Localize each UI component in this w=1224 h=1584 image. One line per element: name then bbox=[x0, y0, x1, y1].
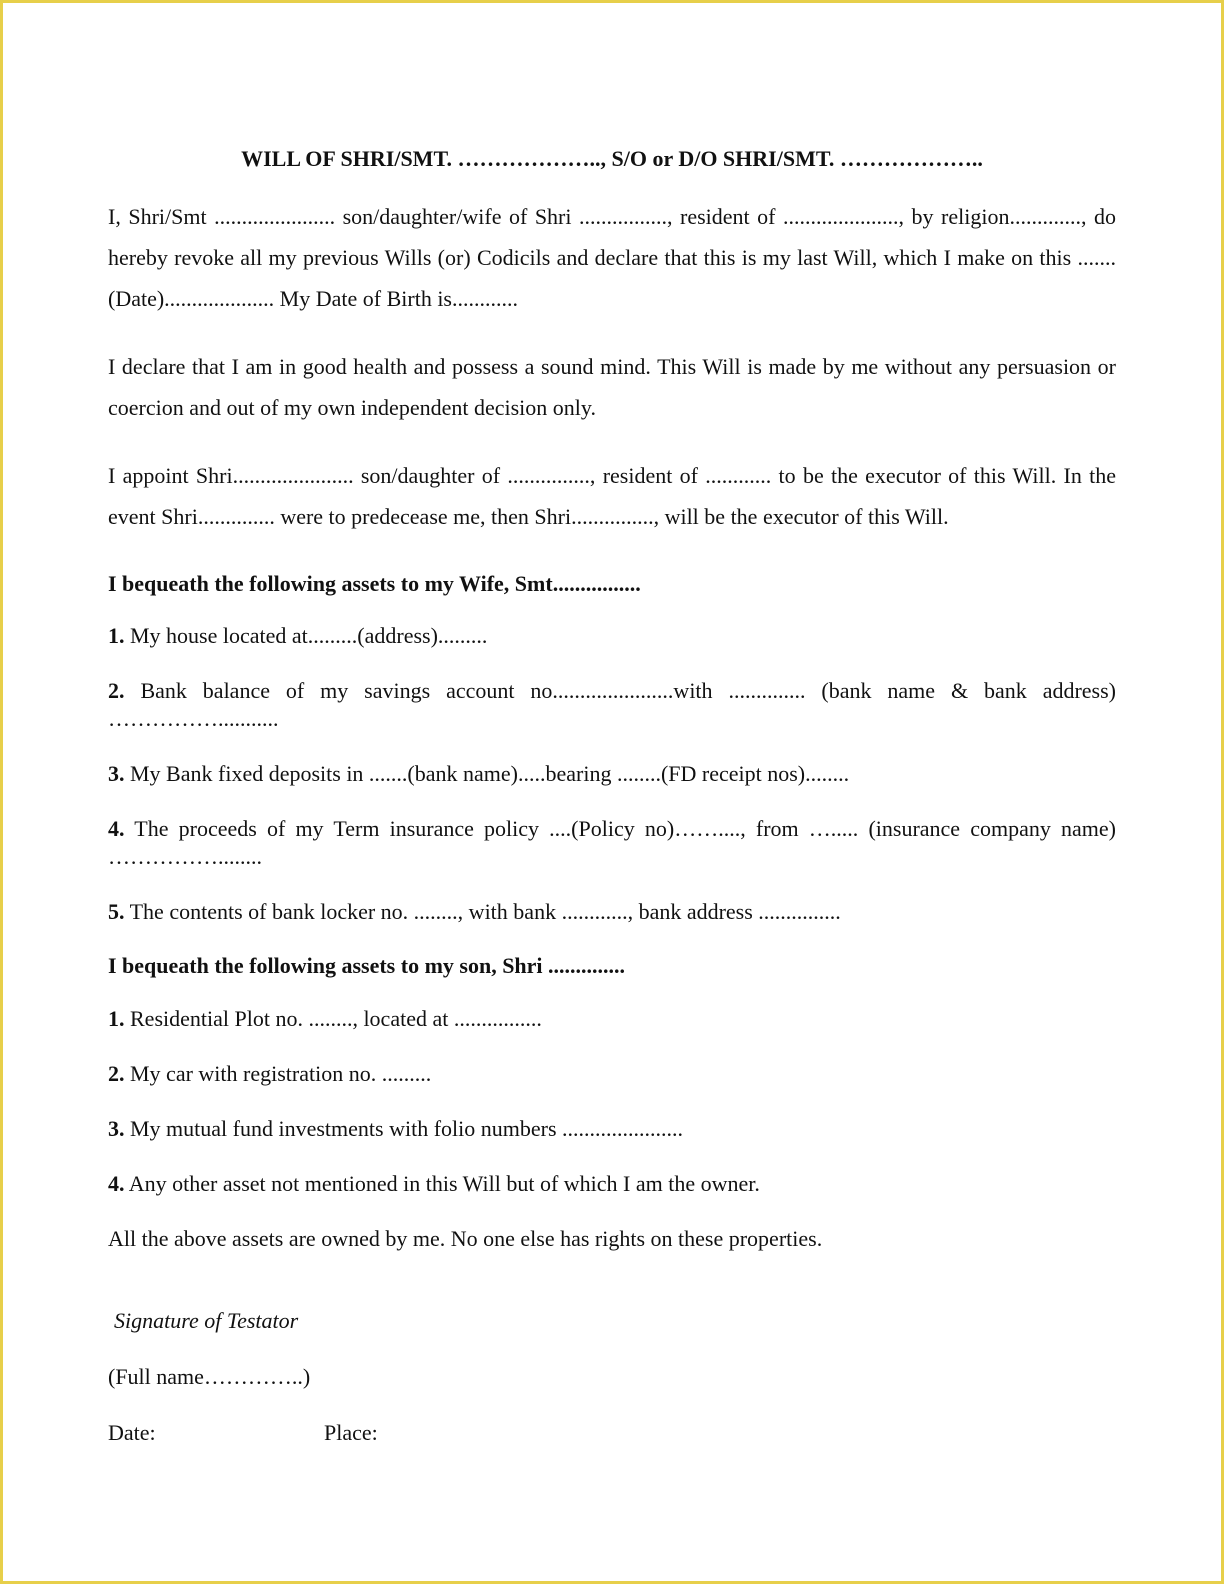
intro-paragraph: I, Shri/Smt ...................... son/daughter/wife of Shri ................, resident of ....................., by religion............., do hereby revoke all my previous Wills (or) Codicils and declare that this is my last Will, which I make on this .......(Date).................... My Date of Birth is............ bbox=[108, 204, 1116, 311]
ownership-statement: All the above assets are owned by me. No one else has rights on these properties. bbox=[108, 1226, 823, 1251]
item-number: 2. bbox=[108, 1061, 125, 1086]
item-number: 4. bbox=[108, 816, 125, 841]
item-number: 3. bbox=[108, 1116, 125, 1141]
item-text: The contents of bank locker no. ........, with bank ............, bank address ............... bbox=[129, 899, 841, 924]
item-text: My Bank fixed deposits in .......(bank name).....bearing ........(FD receipt nos)........ bbox=[130, 761, 850, 786]
item-number: 1. bbox=[108, 1006, 125, 1031]
item-number: 5. bbox=[108, 899, 125, 924]
wife-asset-item-2 bbox=[108, 677, 1116, 733]
wife-asset-item-1 bbox=[108, 622, 1116, 650]
item-text: The proceeds of my Term insurance policy ....(Policy no)……...., from …..... (insurance company name) ……………........ bbox=[108, 816, 1116, 869]
son-asset-item-1 bbox=[108, 1005, 1116, 1033]
item-text: Residential Plot no. ........, located at ................ bbox=[130, 1006, 542, 1031]
date-place-row bbox=[108, 1417, 1116, 1449]
document-title: WILL OF SHRI/SMT. ……………….., S/O or D/O SHRI/SMT. ……………….. bbox=[241, 146, 983, 171]
executor-paragraph: I appoint Shri...................... son/daughter of ..............., resident of ............ to be the executor of this Will. In the event Shri.............. were to predecease me, then Shri..............., will be the executor of this Will. bbox=[108, 463, 1116, 529]
item-number: 4. bbox=[108, 1171, 125, 1196]
health-declaration-paragraph: I declare that I am in good health and possess a sound mind. This Will is made by me without any persuasion or coercion and out of my own independent decision only. bbox=[108, 354, 1116, 420]
wife-bequest-heading: I bequeath the following assets to my Wife, Smt................ bbox=[108, 571, 641, 596]
date-label: Date: bbox=[108, 1420, 156, 1445]
item-text: Bank balance of my savings account no......................with .............. (bank name & bank address) ……………........... bbox=[108, 678, 1117, 731]
item-text: My mutual fund investments with folio numbers ...................... bbox=[130, 1116, 684, 1141]
item-text: My house located at.........(address)......... bbox=[130, 623, 488, 648]
will-document bbox=[108, 142, 1116, 1449]
wife-asset-item-3 bbox=[108, 760, 1116, 788]
son-asset-item-3 bbox=[108, 1115, 1116, 1143]
wife-asset-item-4 bbox=[108, 815, 1116, 871]
wife-asset-item-5 bbox=[108, 898, 1116, 926]
place-label: Place: bbox=[324, 1420, 378, 1445]
item-number: 2. bbox=[108, 678, 125, 703]
son-bequest-heading: I bequeath the following assets to my son, Shri .............. bbox=[108, 953, 626, 978]
son-asset-item-2 bbox=[108, 1060, 1116, 1088]
item-number: 1. bbox=[108, 623, 125, 648]
item-text: My car with registration no. ......... bbox=[130, 1061, 432, 1086]
signature-label: Signature of Testator bbox=[114, 1308, 299, 1333]
item-number: 3. bbox=[108, 761, 125, 786]
full-name-line: (Full name…………..) bbox=[108, 1364, 311, 1389]
item-text: Any other asset not mentioned in this Will but of which I am the owner. bbox=[128, 1171, 760, 1196]
son-asset-item-4 bbox=[108, 1170, 1116, 1198]
